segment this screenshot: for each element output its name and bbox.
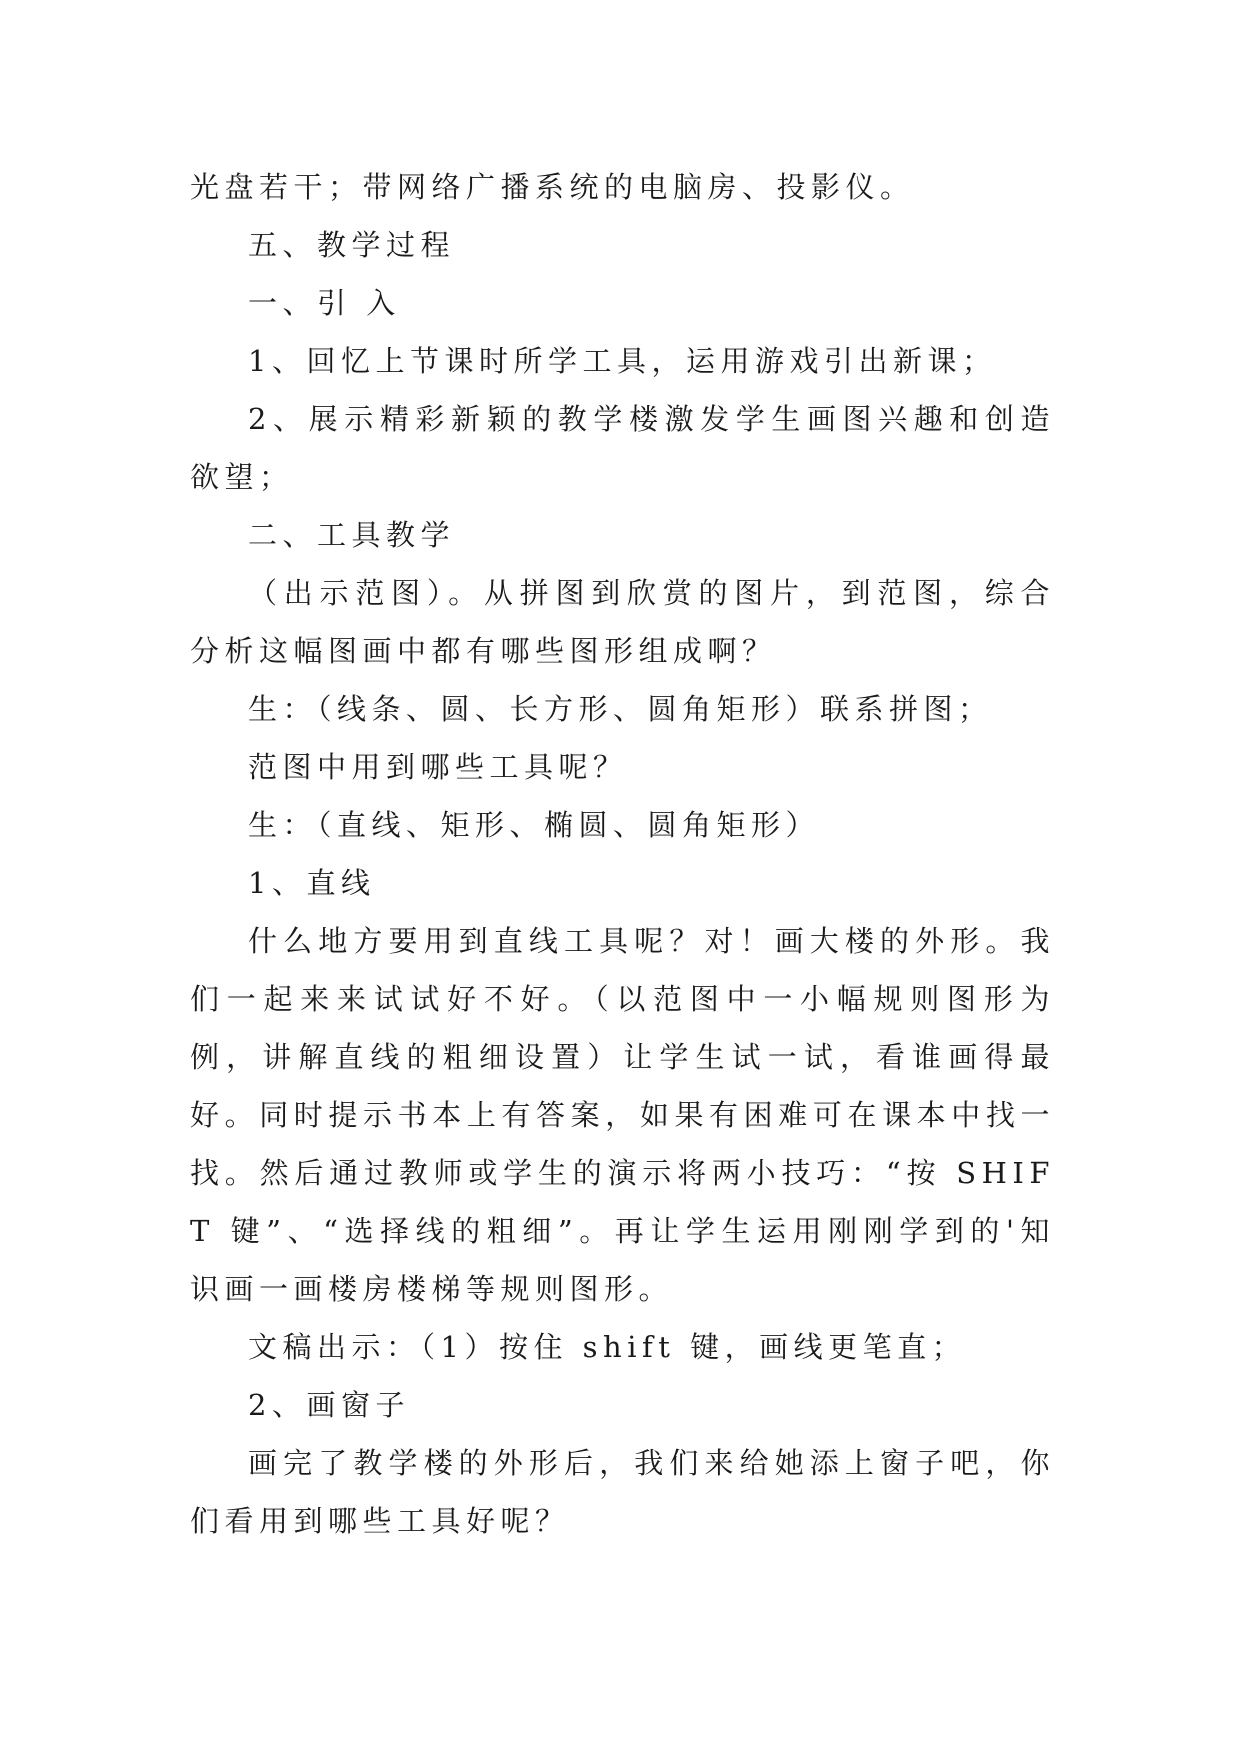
heading-introduction: 一、引 入 bbox=[248, 286, 401, 320]
heading-draw-windows: 2、画窗子 bbox=[248, 1388, 410, 1422]
paragraph-slide-shift-tip: 文稿出示：（1）按住 shift 键，画线更笔直； bbox=[248, 1330, 967, 1364]
paragraph-student-tools: 生：（直线、矩形、椭圆、圆角矩形） bbox=[248, 808, 821, 842]
document-body bbox=[190, 158, 1055, 1550]
paragraph-materials: 光盘若干；带网络广播系统的电脑房、投影仪。 bbox=[190, 170, 915, 204]
paragraph-which-tools: 范图中用到哪些工具呢？ bbox=[248, 750, 628, 784]
paragraph-student-shapes: 生：（线条、圆、长方形、圆角矩形）联系拼图； bbox=[248, 692, 993, 726]
paragraph-windows-question: 画完了教学楼的外形后，我们来给她添上窗子吧，你们看用到哪些工具好呢？ bbox=[190, 1446, 1055, 1538]
paragraph-show-sample: （出示范图）。从拼图到欣赏的图片，到范图，综合分析这幅图画中都有哪些图形组成啊？ bbox=[190, 576, 1055, 668]
heading-teaching-process: 五、教学过程 bbox=[248, 228, 456, 262]
heading-tool-teaching: 二、工具教学 bbox=[248, 518, 456, 552]
paragraph-straight-line-detail: 什么地方要用到直线工具呢？对！画大楼的外形。我们一起来来试试好不好。（以范图中一小幅规则图形为例，讲解直线的粗细设置）让学生试一试，看谁画得最好。同时提示书本上有答案，如果有困难可在课本中找一找。然后通过教师或学生的演示将两小技巧：“按 SHIFT 键”、“选择线的粗细”。再让学生运用刚刚学到的'知识画一画楼房楼梯等规则图形。 bbox=[190, 924, 1055, 1306]
list-item-show-building: 2、展示精彩新颖的教学楼激发学生画图兴趣和创造欲望； bbox=[190, 402, 1055, 494]
heading-straight-line: 1、直线 bbox=[248, 866, 376, 900]
list-item-recall-tools: 1、回忆上节课时所学工具，运用游戏引出新课； bbox=[248, 344, 997, 378]
